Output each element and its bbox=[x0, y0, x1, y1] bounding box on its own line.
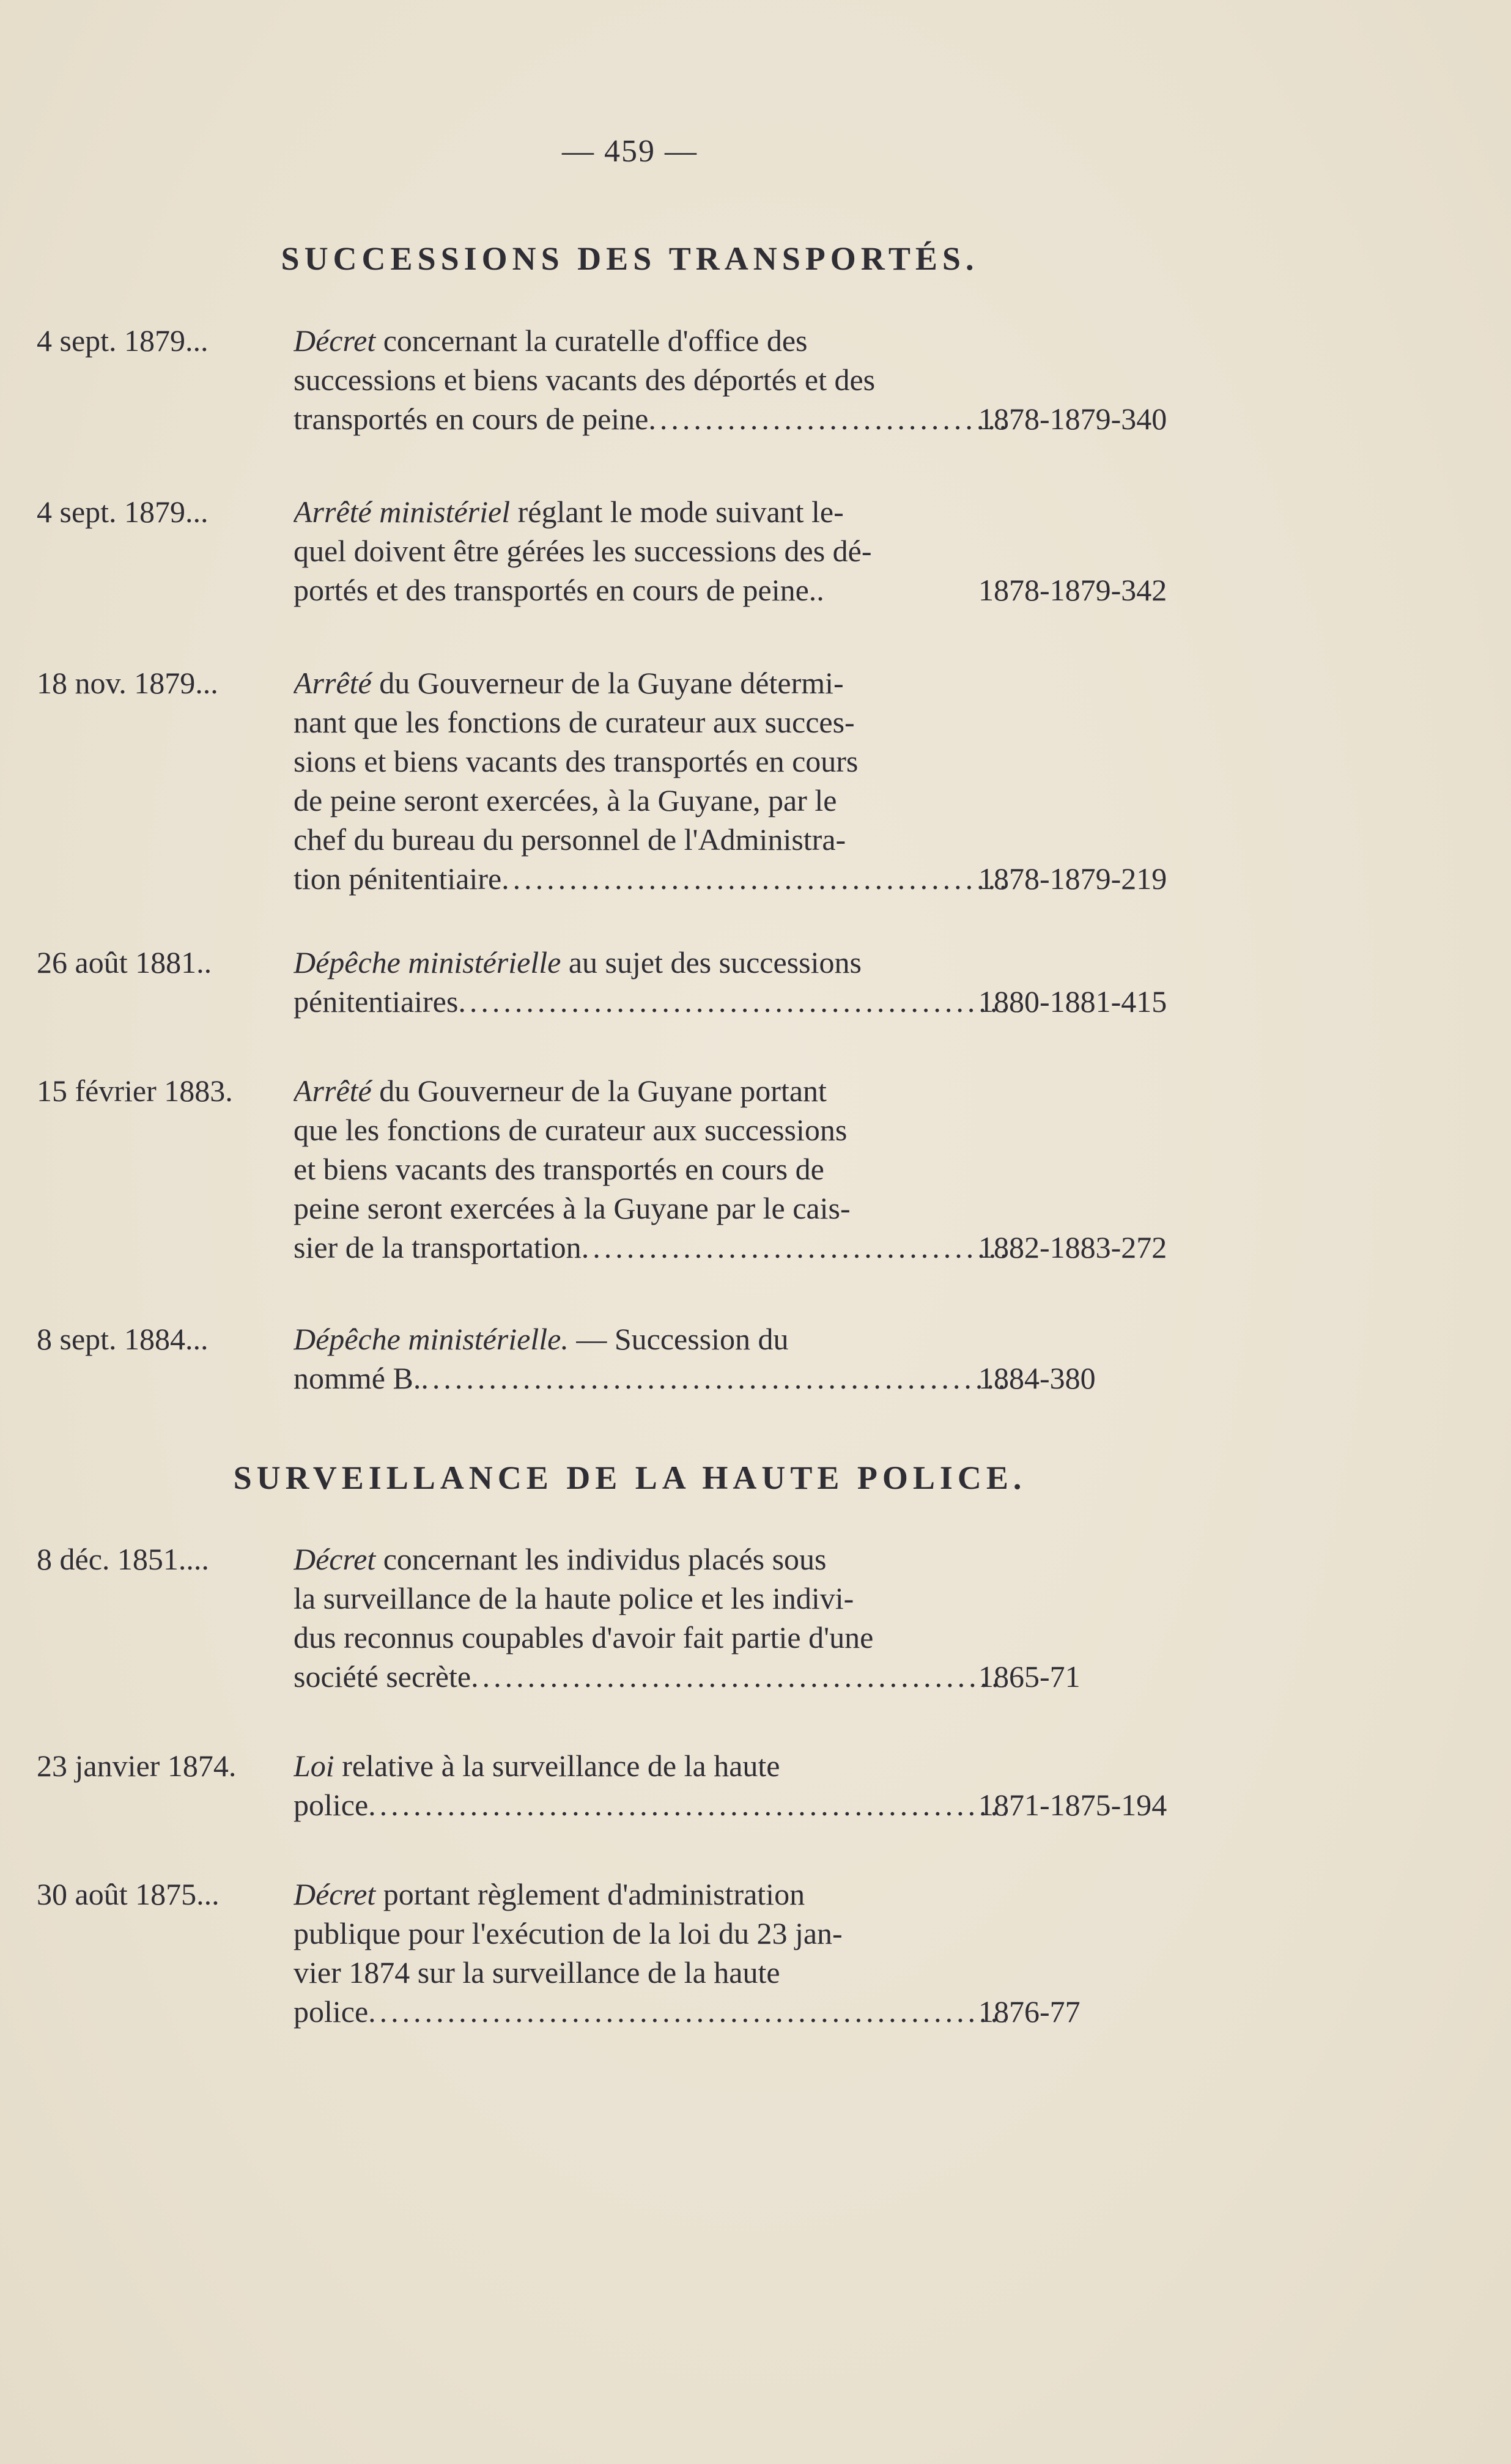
entry-date: 26 août 1881.. bbox=[37, 945, 212, 979]
entry-reference: 1865-71 bbox=[978, 1659, 1081, 1694]
entry-lead: Arrêté ministériel bbox=[294, 495, 511, 529]
entry-text: Décret concernant la curatelle d'office des successions et biens vacants des déportés et des transportés en cours de peine ..... bbox=[294, 321, 1006, 438]
entry-text: Loi relative à la surveillance de la haute police ..... bbox=[294, 1746, 1006, 1824]
entry-text: Arrêté du Gouverneur de la Guyane détermi- nant que les fonctions de curateur aux succes- sions et biens vacants des transportés en cours de peine seront exercées, à la Guyane, par le chef du bureau du personnel de l'Administra- tion pénitentiaire ..... bbox=[294, 663, 1006, 898]
section-title: SURVEILLANCE DE LA HAUTE POLICE. bbox=[233, 1459, 1027, 1496]
entry-text: Arrêté ministériel réglant le mode suivant le- quel doivent être gérées les successions des dé- portés et des transportés en cours de peine.. bbox=[294, 495, 872, 607]
entry-lead: Dépêche ministérielle. bbox=[294, 1322, 569, 1356]
entry-lead: Décret bbox=[294, 1877, 376, 1911]
entry-date: 30 août 1875... bbox=[37, 1877, 220, 1911]
entry-text: Dépêche ministérielle. — Succession du nommé B. ..... bbox=[294, 1319, 1006, 1398]
entry-lead: Arrêté bbox=[294, 1074, 372, 1108]
entry-date: 8 sept. 1884... bbox=[37, 1322, 209, 1356]
entry-reference: 1878-1879-219 bbox=[978, 861, 1167, 896]
entry-date: 4 sept. 1879... bbox=[37, 495, 209, 529]
entry-text: Dépêche ministérielle au sujet des successions pénitentiaires ..... bbox=[294, 943, 1006, 1021]
entry-reference: 1882-1883-272 bbox=[978, 1230, 1167, 1264]
entry-reference: 1880-1881-415 bbox=[978, 984, 1167, 1019]
entry-reference: 1876-77 bbox=[978, 1994, 1081, 2029]
page-number: — 459 — bbox=[562, 134, 698, 169]
entry-text: Arrêté du Gouverneur de la Guyane portant que les fonctions de curateur aux successions et biens vacants des transportés en cours de peine seront exercées à la Guyane par le cais- sier de la transportation ..... bbox=[294, 1071, 1006, 1267]
entry-reference: 1884-380 bbox=[978, 1361, 1096, 1395]
entry-date: 4 sept. 1879... bbox=[37, 323, 209, 358]
entry-text: Décret concernant les individus placés sous la surveillance de la haute police et les indivi- dus reconnus coupables d'avoir fait partie d'une société secrète ..... bbox=[294, 1540, 1006, 1696]
entry-date: 15 février 1883. bbox=[37, 1074, 233, 1108]
entry-lead: Arrêté bbox=[294, 666, 372, 700]
entry-lead: Décret bbox=[294, 1542, 376, 1576]
entry-lead: Dépêche ministérielle bbox=[294, 945, 561, 979]
entry-date: 23 janvier 1874. bbox=[37, 1749, 237, 1783]
section-title: SUCCESSIONS DES TRANSPORTÉS. bbox=[281, 240, 979, 277]
entry-reference: 1878-1879-340 bbox=[978, 402, 1167, 436]
entry-lead: Décret bbox=[294, 323, 376, 358]
entry-reference: 1871-1875-194 bbox=[978, 1788, 1167, 1822]
entry-date: 18 nov. 1879... bbox=[37, 666, 218, 700]
entry-text: Décret portant règlement d'administration publique pour l'exécution de la loi du 23 jan- vier 1874 sur la surveillance de la haute police ..... bbox=[294, 1875, 1006, 2031]
entry-reference: 1878-1879-342 bbox=[978, 573, 1167, 607]
entry-lead: Loi bbox=[294, 1749, 334, 1783]
entry-date: 8 déc. 1851.... bbox=[37, 1542, 209, 1576]
